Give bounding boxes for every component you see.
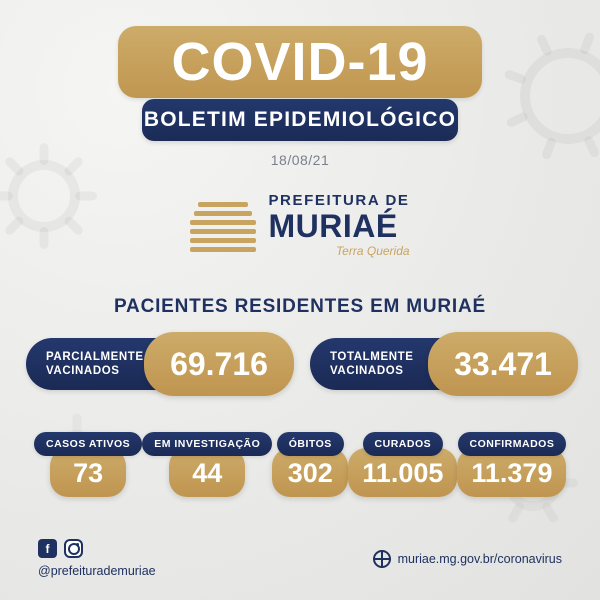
stat-under-investigation: [142, 432, 272, 497]
poster-subtitle-card: [142, 99, 458, 141]
vax-value-partially: 69.716: [144, 332, 294, 396]
stat-value: 11.379: [457, 448, 566, 497]
stat-recovered: [348, 432, 457, 497]
stat-value: 11.005: [348, 448, 457, 497]
poster-footer: [0, 539, 600, 578]
instagram-icon[interactable]: [64, 539, 83, 558]
stat-label: ÓBITOS: [277, 432, 344, 456]
social-handle: @prefeiturademuriae: [38, 564, 156, 578]
bulletin-date: 18/08/21: [270, 152, 330, 168]
vaccination-row: [26, 338, 574, 390]
stat-card-fully-vaccinated: [310, 338, 574, 390]
facebook-icon[interactable]: f: [38, 539, 57, 558]
page-subtitle: BOLETIM EPIDEMIOLÓGICO: [143, 108, 457, 131]
globe-icon: [373, 550, 391, 568]
vax-label-line1: TOTALMENTE: [330, 350, 414, 363]
website-block[interactable]: [373, 550, 562, 568]
stat-active-cases: [34, 432, 142, 497]
stat-value: 73: [50, 448, 126, 497]
stat-deaths: [272, 432, 348, 497]
stat-card-partially-vaccinated: [26, 338, 290, 390]
stat-confirmed: [457, 432, 566, 497]
stat-value: 302: [272, 448, 348, 497]
website-url: muriae.mg.gov.br/coronavirus: [397, 551, 562, 566]
page-title: COVID-19: [171, 32, 429, 92]
stat-label: EM INVESTIGAÇÃO: [142, 432, 272, 456]
statistics-row: [34, 432, 566, 497]
stat-label: CONFIRMADOS: [458, 432, 567, 456]
vax-value-fully: 33.471: [428, 332, 578, 396]
poster-title-card: [118, 26, 482, 98]
logo-line-muriae: MURIAÉ: [268, 208, 398, 244]
logo-line-prefeitura: PREFEITURA DE: [268, 192, 410, 209]
stat-label: CASOS ATIVOS: [34, 432, 142, 456]
prefeitura-logo: [0, 193, 600, 257]
virus-decoration-icon: [520, 48, 600, 144]
vax-label-line2: VACINADOS: [46, 365, 120, 377]
vax-label-line2: VACINADOS: [330, 365, 404, 377]
logo-tagline: Terra Querida: [335, 244, 410, 258]
social-block: [38, 539, 156, 578]
section-heading: PACIENTES RESIDENTES EM MURIAÉ: [113, 296, 487, 317]
stat-value: 44: [169, 448, 245, 497]
vax-label-line1: PARCIALMENTE: [46, 350, 144, 363]
building-logo-icon: [190, 198, 256, 252]
stat-label: CURADOS: [363, 432, 444, 456]
